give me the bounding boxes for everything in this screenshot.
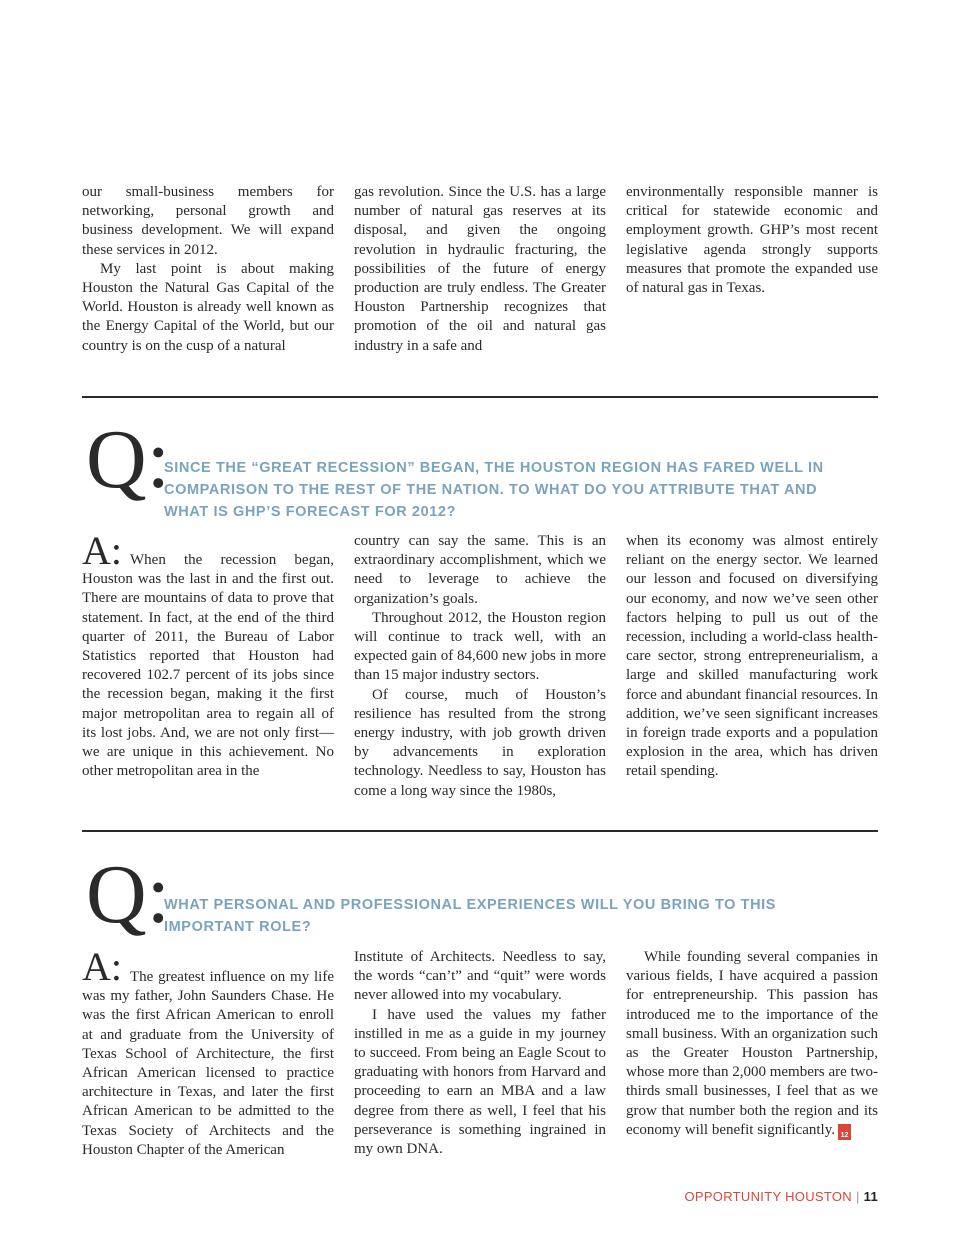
paragraph: our small-business members for networking, personal growth and business development. We will expand these services in 2012. bbox=[82, 184, 334, 258]
paragraph: environmentally responsible manner is critical for statewide economic and employment growth. GHP’s most recent legislative agenda strongly supports measures that promote the expanded use of natural gas in Texas. bbox=[626, 184, 878, 297]
column-2 bbox=[354, 948, 606, 1160]
answer-2 bbox=[82, 944, 879, 1160]
paragraph: when its economy was almost entirely reliant on the energy sector. We learned our lesson and focused on diversifying our economy, and now we’ve seen other factors helping to pull us out of the recession, including a world-class health-care sector, strong entrepreneurialism, a large and skilled manufacturing work force and abundant financial resources. In addition, we’ve seen significant increases in foreign trade exports and a population explosion in the area, which has driven retail spending. bbox=[626, 533, 878, 780]
footer-separator: | bbox=[855, 1189, 860, 1204]
answer-mark-label: A: bbox=[82, 528, 122, 573]
column-1 bbox=[82, 528, 334, 801]
paragraph: I have used the values my father instilled in me as a guide in my journey to succeed. From being an Eagle Scout to graduating with honors from Harvard and proceeding to earn an MBA and a law degree from there as well, I feel that his perseverance is something ingrained in my own DNA. bbox=[354, 1006, 606, 1158]
page-footer bbox=[684, 1189, 878, 1204]
paragraph: Institute of Architects. Needless to say, the words “can’t” and “quit” were words never allowed into my vocabulary. bbox=[354, 949, 606, 1004]
section-divider bbox=[82, 830, 878, 832]
question-1 bbox=[82, 413, 878, 520]
column-2 bbox=[354, 532, 606, 801]
paragraph: The greatest influence on my life was my father, John Saunders Chase. He was the first African American to enroll at and graduate from the University of Texas School of Architecture, the first African American licensed to practice architecture in Texas, and later the first African American to be admitted to the Texas Society of Architects and the Houston Chapter of the American bbox=[82, 969, 334, 1158]
question-mark-label: Q: bbox=[86, 848, 170, 941]
end-of-article-icon: 20 12 bbox=[838, 1124, 851, 1140]
paragraph: country can say the same. This is an extraordinary accomplishment, which we need to leverage to achieve the organization’s goals. bbox=[354, 533, 606, 607]
page-number: 11 bbox=[863, 1189, 878, 1204]
paragraph: While founding several companies in various fields, I have acquired a passion for entrepreneurship. This passion has introduced me to the importance of the small business. With an organization such as the Greater Houston Partnership, whose more than 2,000 members are two-thirds small businesses, I feel that as we grow that number both the region and its economy will benefit significantly. bbox=[626, 949, 879, 1138]
question-text: SINCE THE “GREAT RECESSION” BEGAN, THE HOUSTON REGION HAS FARED WELL IN COMPARISON TO THE REST OF THE NATION. TO WHAT DO YOU ATTRIBUTE THAT AND WHAT IS GHP’S FORECAST FOR 2012? bbox=[164, 460, 824, 520]
column-3 bbox=[626, 183, 878, 356]
column-3 bbox=[626, 532, 878, 801]
continuation-text bbox=[82, 183, 878, 356]
paragraph: gas revolution. Since the U.S. has a large number of natural gas reserves at its disposal, and given the ongoing revolution in hydraulic fracturing, the possibilities of the future of energy production are truly endless. The Greater Houston Partnership recognizes that promotion of the oil and natural gas industry in a safe and bbox=[354, 184, 606, 354]
answer-mark-label: A: bbox=[82, 944, 122, 989]
paragraph: When the recession began, Houston was the last in and the first out. There are mountains of data to prove that statement. In fact, at the end of the third quarter of 2011, the Bureau of Labor Statistics reported that Houston had recovered 102.7 percent of its jobs since the recession began, making it the first major metropolitan area to regain all of its lost jobs. And, we are not only first— we are unique in this achievement. No other metropolitan area in the bbox=[82, 552, 334, 780]
publication-name: OPPORTUNITY HOUSTON bbox=[684, 1189, 852, 1204]
column-2 bbox=[354, 183, 606, 356]
column-3 bbox=[626, 948, 878, 1160]
question-text: WHAT PERSONAL AND PROFESSIONAL EXPERIENCES WILL YOU BRING TO THIS IMPORTANT ROLE? bbox=[164, 897, 777, 935]
question-2 bbox=[82, 848, 878, 943]
paragraph: Throughout 2012, the Houston region will continue to track well, with an expected gain of 84,600 new jobs in more than 15 major industry sectors. bbox=[354, 609, 606, 684]
column-1 bbox=[82, 183, 334, 356]
paragraph: My last point is about making Houston the Natural Gas Capital of the World. Houston is already well known as the Energy Capital of the World, but our country is on the cusp of a natural bbox=[82, 260, 334, 354]
paragraph: Of course, much of Houston’s resilience has resulted from the strong energy industry, with job growth driven by advancements in exploration technology. Needless to say, Houston has come a long way since the 1980s, bbox=[354, 686, 606, 799]
question-mark-label: Q: bbox=[86, 413, 170, 506]
section-divider bbox=[82, 396, 878, 398]
answer-1 bbox=[82, 528, 878, 801]
column-1 bbox=[82, 944, 334, 1160]
